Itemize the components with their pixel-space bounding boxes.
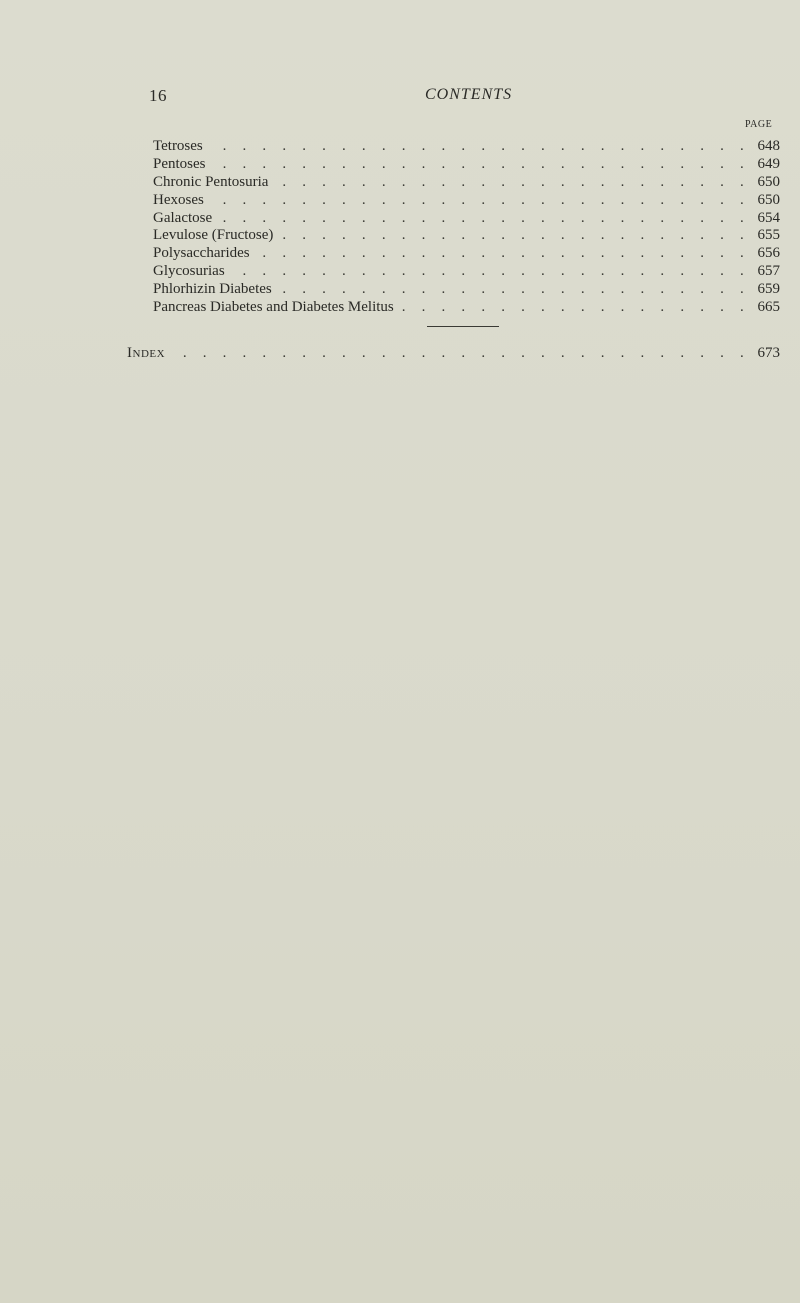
toc-entry-page: 649	[757, 155, 780, 172]
toc-entry-page: 648	[757, 138, 780, 154]
running-title: CONTENTS	[425, 86, 513, 103]
toc-entry-levulose	[153, 227, 780, 245]
dot-leader	[274, 174, 750, 192]
page-column-label: PAGE	[745, 119, 773, 130]
toc-entry-title: Pancreas Diabetes and Diabetes Melitus	[153, 299, 394, 316]
toc-entry-title: Hexoses	[153, 191, 204, 208]
toc-entry-page: 654	[757, 209, 780, 226]
toc-entry-index	[127, 345, 780, 363]
toc-entry-title: Polysaccharides	[153, 245, 250, 262]
toc-entry-phlorhizin-diabetes	[153, 281, 780, 299]
toc-entry-title: Levulose (Fructose)	[153, 227, 274, 244]
toc-entry-title: Tetroses	[153, 138, 203, 154]
toc-entry-title: Index	[127, 345, 166, 361]
dot-leader	[218, 210, 750, 228]
dot-leader	[171, 345, 750, 363]
toc-entry-page: 673	[757, 345, 780, 361]
dot-leader	[212, 156, 751, 174]
dot-leader	[210, 192, 750, 210]
toc-entry-title: Chronic Pentosuria	[153, 173, 269, 190]
toc-entry-chronic-pentosuria	[153, 174, 780, 192]
toc-entry-page: 650	[757, 191, 780, 208]
toc-entry-page: 665	[757, 299, 780, 316]
page-header	[0, 86, 800, 116]
toc-entry-glycosurias	[153, 263, 780, 281]
toc-entry-galactose	[153, 210, 780, 228]
dot-leader	[231, 263, 750, 281]
dot-leader	[279, 227, 750, 245]
dot-leader	[278, 281, 750, 299]
toc-entry-page: 656	[757, 245, 780, 262]
toc-entry-title: Pentoses	[153, 155, 206, 172]
toc-entry-hexoses	[153, 192, 780, 210]
toc-entry-page: 659	[757, 281, 780, 298]
toc-entry-title: Glycosurias	[153, 263, 225, 280]
dot-leader	[400, 299, 750, 317]
dot-leader	[256, 245, 750, 263]
toc-entry-polysaccharides	[153, 245, 780, 263]
toc-entry-page: 655	[757, 227, 780, 244]
toc-entry-pentoses	[153, 156, 780, 174]
toc-entry-tetroses	[153, 138, 780, 156]
page-number: 16	[149, 86, 167, 105]
toc-entry-page: 657	[757, 263, 780, 280]
table-of-contents	[153, 138, 780, 317]
toc-entry-page: 650	[757, 173, 780, 190]
toc-entry-title: Galactose	[153, 209, 213, 226]
section-divider	[427, 326, 499, 327]
toc-entry-pancreas-diabetes	[153, 299, 780, 317]
toc-entry-title: Phlorhizin Diabetes	[153, 281, 272, 298]
dot-leader	[209, 138, 750, 156]
